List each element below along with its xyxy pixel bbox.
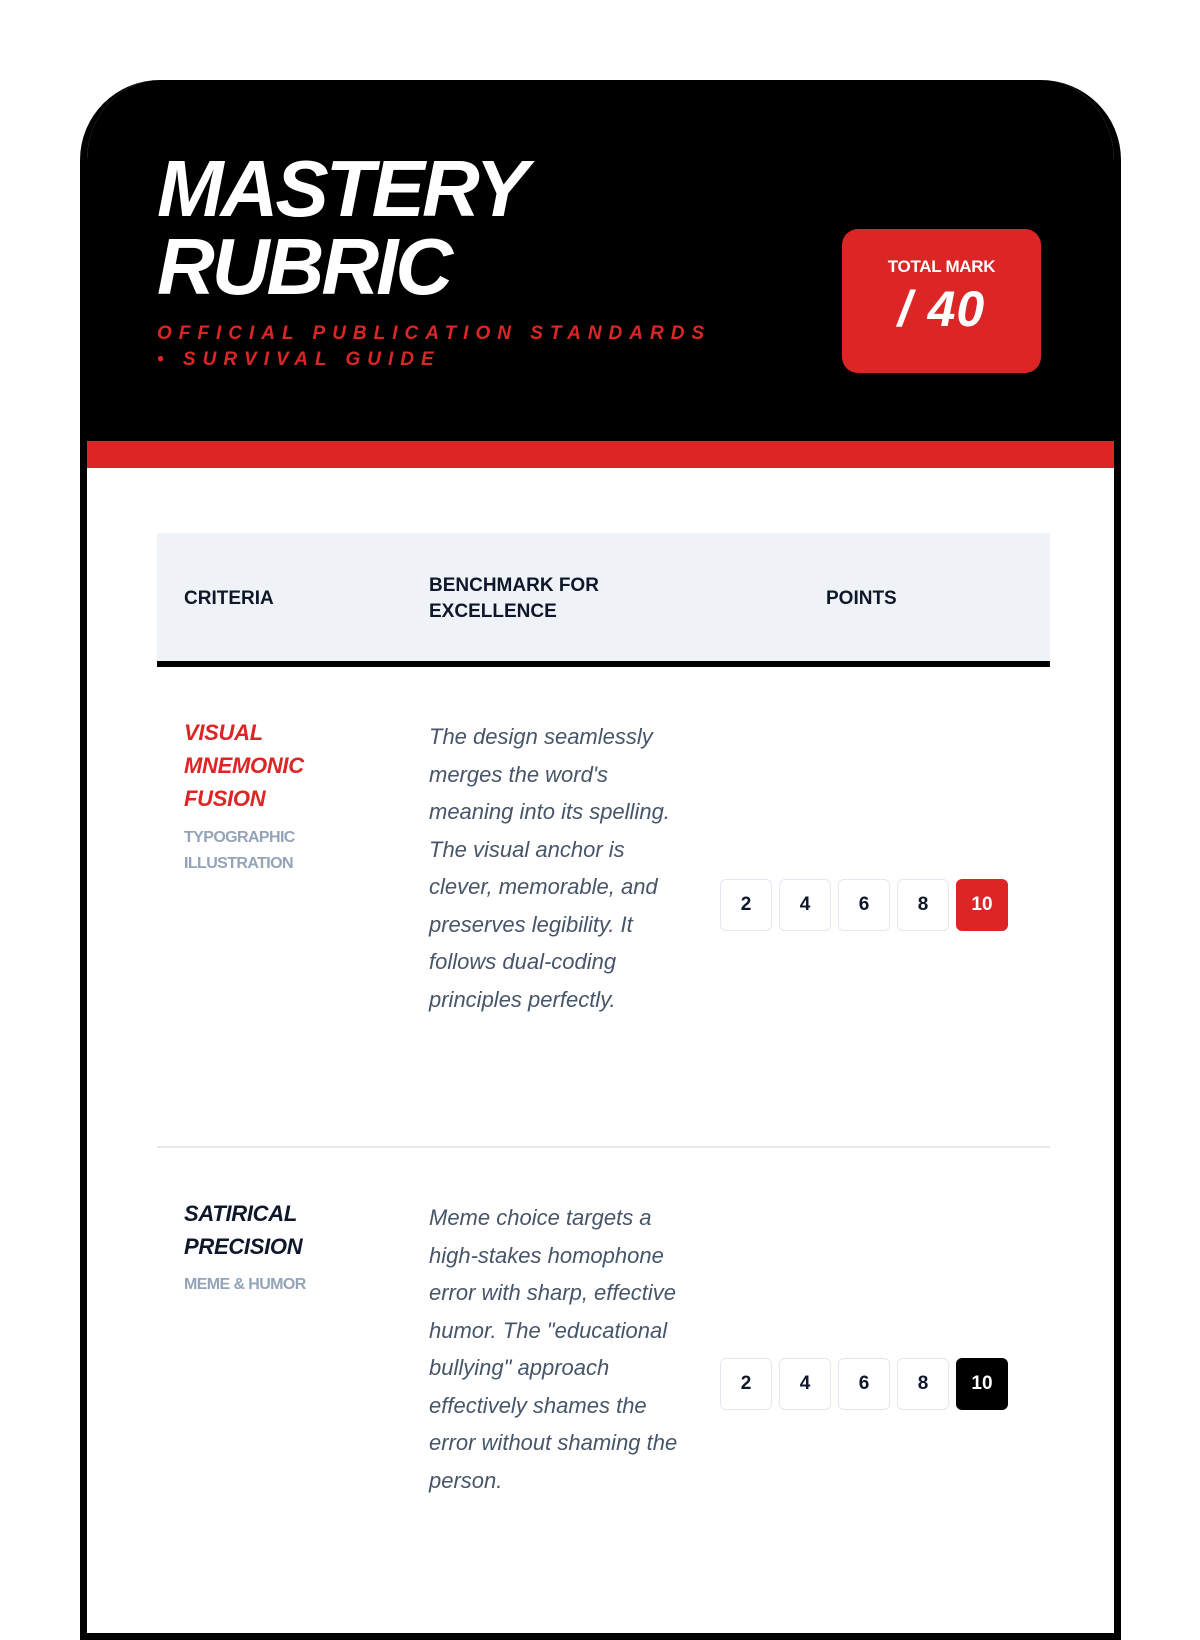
title-line-1: MASTERY bbox=[157, 144, 526, 233]
criterion-category: TYPOGRAPHIC ILLUSTRATION bbox=[184, 829, 295, 872]
column-header-points: POINTS bbox=[826, 588, 897, 609]
accent-divider bbox=[87, 441, 1114, 468]
total-mark-label: TOTAL MARK bbox=[887, 257, 996, 276]
column-header-benchmark: BENCHMARK FOR EXCELLENCE bbox=[429, 575, 599, 622]
point-option-8[interactable]: 8 bbox=[897, 879, 949, 931]
benchmark-text: The design seamlessly merges the word's meaning into its spelling. The visual anchor is clever, memorable, and preserves legibility. It follows dual-coding principles perfectly. bbox=[429, 724, 670, 1012]
column-header-criteria: CRITERIA bbox=[184, 588, 274, 609]
rubric-table bbox=[157, 533, 1050, 1628]
point-option-2[interactable]: 2 bbox=[720, 1358, 772, 1410]
table-row bbox=[157, 667, 1050, 1148]
point-option-6[interactable]: 6 bbox=[838, 1358, 890, 1410]
table-row bbox=[157, 1148, 1050, 1628]
header bbox=[87, 80, 1114, 441]
criterion-name: VISUAL MNEMONIC FUSION bbox=[184, 720, 304, 811]
point-option-2[interactable]: 2 bbox=[720, 879, 772, 931]
point-option-10[interactable]: 10 bbox=[956, 879, 1008, 931]
point-option-6[interactable]: 6 bbox=[838, 879, 890, 931]
point-option-10[interactable]: 10 bbox=[956, 1358, 1008, 1410]
criterion-category: MEME & HUMOR bbox=[184, 1276, 306, 1293]
total-mark-badge bbox=[842, 229, 1041, 373]
total-mark-value: / 40 bbox=[897, 281, 986, 337]
point-option-4[interactable]: 4 bbox=[779, 879, 831, 931]
benchmark-text: Meme choice targets a high-stakes homophone error with sharp, effective humor. The "educational bullying" approach effectively shames the error without shaming the person. bbox=[429, 1205, 678, 1493]
point-option-8[interactable]: 8 bbox=[897, 1358, 949, 1410]
points-selector bbox=[720, 879, 1008, 931]
point-option-4[interactable]: 4 bbox=[779, 1358, 831, 1410]
rubric-card bbox=[80, 80, 1121, 1640]
table-header bbox=[157, 533, 1050, 667]
points-selector bbox=[720, 1358, 1008, 1410]
title-line-2: RUBRIC bbox=[157, 222, 451, 311]
page-title bbox=[157, 144, 526, 311]
subtitle: OFFICIAL PUBLICATION STANDARDS • SURVIVAL GUIDE bbox=[157, 323, 712, 370]
criterion-name: SATIRICAL PRECISION bbox=[184, 1201, 303, 1259]
